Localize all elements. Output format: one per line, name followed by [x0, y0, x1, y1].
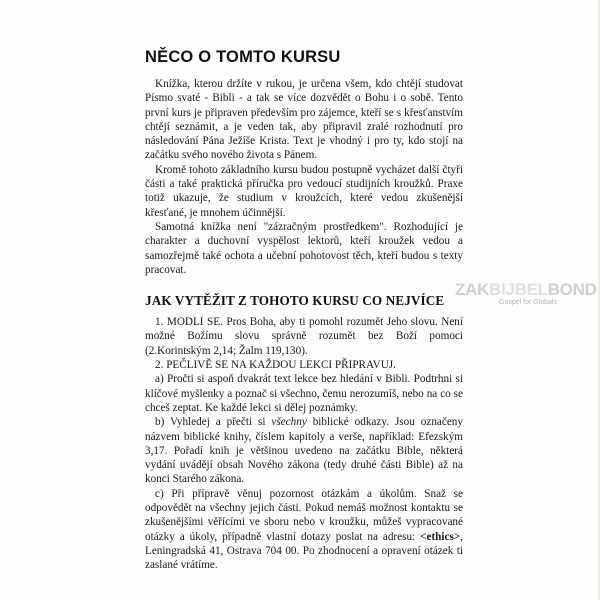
step-1: [145, 315, 463, 358]
watermark-subtitle: Gospel for Globals: [499, 299, 557, 306]
intro-paragraph-2: Kromě tohoto základního kursu budou postupně vycházet další čtyři části a také praktická příručka pro vedoucí studijních kroužků. Praxe totiž ukazuje, že studium v kroužcích, které vedou zkušenější křesťané, je mnohem účinnější.: [145, 163, 463, 219]
intro-paragraph-3: Samotná knížka není "zázračným prostředkem". Rozhodující je charakter a duchovní vyspělost lektorů, kteří kroužek vedou a samozřejmě také ochota a učební pohotovost těch, kteří budou s texty pracovat.: [145, 220, 463, 276]
address-ethics: <ethics>: [420, 530, 461, 543]
emphasis-vsechny: všechny: [271, 416, 307, 429]
step-2-lead: 2. PEČLIVĚ SE NA KAŽDOU LEKCI PŘIPRAVUJ.: [155, 359, 396, 372]
substep-b: b) Vyhledej a přečti si všechny biblické odkazy. Jsou označeny názvem biblické knihy, číslem kapitoly a verše, například: Efezským 3,17. Pořadí knih je většinou uvedeno na začátku Bible, některá vydání uvádějí obsah Nového zákona (tedy druhé části Bible) až na konci Starého zákona.: [145, 416, 463, 486]
step-1-text: Pros Boha, aby ti pomohl rozumět Jeho slovu. Není možné Božímu slovu správně rozumět bez Boží pomoci (2.Korintským 2,14; Žalm 119,130).: [145, 316, 463, 357]
substep-a: a) Pročti si aspoň dvakrát text lekce bez hledání v Bibli. Podtrhni si klíčové myšlenky a poznač si všechno, čemu nerozumíš, nebo na co se chceš zeptat. Ke každé lekci si dělej poznámky.: [145, 373, 463, 414]
page-content: [145, 48, 463, 573]
substep-c: c) Při přípravě věnuj pozornost otázkám a úkolům. Snaž se odpovědět na všechny jejich části. Pokud nemáš možnost kontaktu se zkušenějšími věřícími ve sboru nebo v kroužku, můžeš vypracované otázky a úkoly, případně vlastní dotazy poslat na adresu: <ethics>, Leningradská 41, Ostrava 704 00. Po zhodnocení a opravení otázek ti zaslané vrátíme.: [145, 487, 463, 572]
step-2: [145, 358, 463, 372]
intro-paragraph-1: Knížka, kterou držíte v rukou, je určena všem, kdo chtějí studovat Písmo svaté - Bibli - a tak se více dozvědět o Bohu i o sobě. Tento první kurs je připraven především pro zájemce, kteří se s křesťanstvím chtějí seznámit, a je veden tak, aby připravil zralé rozhodnutí pro následování Pána Ježíše Krista. Text je vhodný i pro ty, kdo stojí na začátku svého nového života s Pánem.: [145, 78, 463, 162]
step-1-lead: 1. MODLI SE.: [155, 316, 223, 329]
section-heading: JAK VYTĚŽIT Z TOHOTO KURSU CO NEJVÍCE: [145, 293, 445, 309]
watermark-text: ZAKBIJBELBOND: [455, 280, 597, 299]
watermark-logo: [455, 280, 595, 314]
page-title: NĚCO O TOMTO KURSU: [145, 48, 341, 66]
